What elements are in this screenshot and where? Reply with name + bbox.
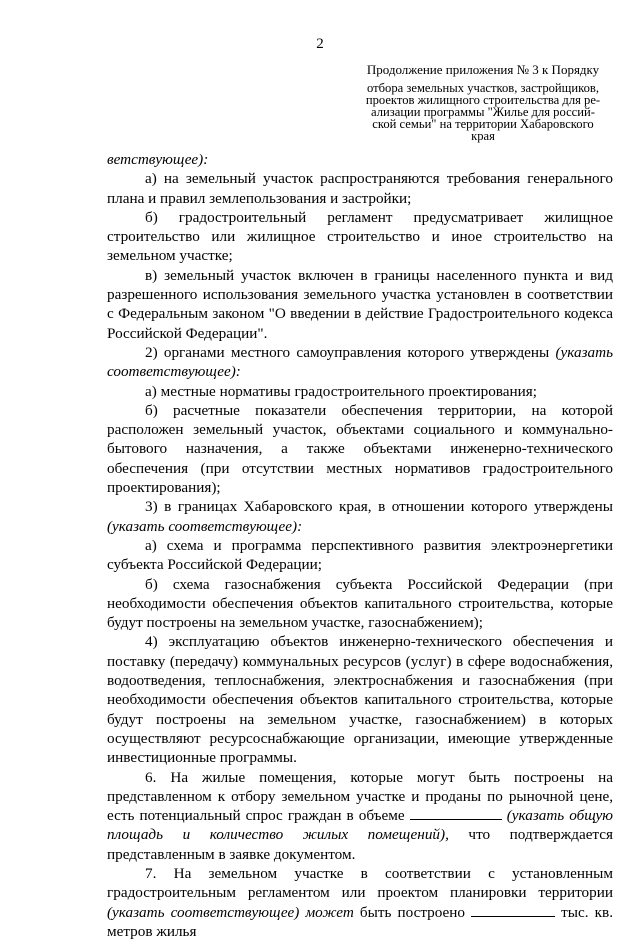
paragraph-text: 2) органами местного самоуправления которого утверждены [145,343,556,361]
paragraph-text: а) на земельный участок распространяются требования генерального плана и правил землепользования и застройки; [107,170,613,207]
paragraph [107,208,613,266]
paragraph-text: а) местные нормативы градостроительного проектирования; [145,382,537,400]
paragraph-text: 4) эксплуатацию объектов инженерно-технического обеспечения и поставку (передачу) коммунальных ресурсов (услуг) в сфере водоснабжения, водоотведения, теплоснабжения, электроснабжения и газоснабжения (при необходимости обеспечения объектов капитального строительства, которые будут построены на земельном участке, газоснабжением) в которых осуществляют ресурсоснабжающие организации, имеющие утвержденные инвестиционные программы. [107,633,613,767]
appendix-header [352,64,614,142]
appendix-header-line: края [471,129,495,143]
paragraph-text: б) расчетные показатели обеспечения территории, на которой расположен земельный участок, объектами социального и коммунально-бытового назначения, а также объектами инженерно-технического обеспечения (при отсутствии местных нормативов градостроительного проектирования); [107,401,613,497]
paragraph-text: а) схема и программа перспективного развития электроэнергетики субъекта Российской Федерации; [107,536,613,574]
paragraph [107,150,613,169]
paragraph-text: б) градостроительный регламент предусматривает жилищное строительство или жилищное строительство и иное строительство на земельном участке; [107,208,613,265]
paragraph-text: в) земельный участок включен в границы населенного пункта и вид разрешенного использования земельного участка установлен в соответствии с Федеральным законом "О введении в действие Градостроительного кодекса Российской Федерации". [107,266,613,342]
paragraph-text: 6. На жилые помещения, которые могут быть построены на представленном к отбору земельном участке и проданы по рыночной цене, есть потенциальный спрос граждан в объеме [107,768,613,825]
paragraph [107,497,613,536]
paragraph [107,536,613,575]
paragraph-text: тыс. кв. метров жилья [107,903,613,940]
paragraph [107,382,613,401]
fill-in-blank [471,904,555,917]
paragraph [107,266,613,343]
paragraph [107,575,613,633]
paragraph-text: что подтверждается представленным в заявке документом. [107,826,613,863]
italic-instruction-text: (указать соответствующее): [107,517,303,535]
appendix-header-line: ализации программы "Жилье для россий- [371,105,595,119]
italic-instruction-text: (указать соответствующее) может [107,903,354,921]
appendix-header-line: проектов жилищного строительства для ре- [365,93,601,107]
paragraph-text: б) схема газоснабжения субъекта Российской Федерации (при необходимости обеспечения объектов капитального строительства, которые будут построены на земельном участке, газоснабжением); [107,575,613,632]
paragraph [107,401,613,497]
paragraph [107,864,613,941]
paragraph [107,343,613,382]
appendix-header-line: ской семьи" на территории Хабаровского [372,117,594,131]
paragraph-text: быть построено [353,903,472,921]
italic-instruction-text: (указать соответствующее): [107,343,613,381]
paragraph-text: 3) в границах Хабаровского края, в отношении которого утверждены [145,498,613,516]
appendix-header-title: Продолжение приложения № 3 к Порядку [366,62,600,77]
appendix-header-line: отбора земельных участков, застройщиков, [367,81,599,95]
italic-instruction-text: (указать общую площадь и количество жилых помещений), [107,807,614,844]
paragraph [107,632,613,767]
paragraph [107,169,613,208]
document-body [107,150,613,941]
paragraph-text: 7. На земельном участке в соответствии с установленным градостроительным регламентом или проектом планировки территории [107,864,613,902]
paragraph [107,768,613,864]
italic-instruction-text: ветствующее): [107,151,209,168]
page-number: 2 [316,36,324,52]
fill-in-blank [410,807,502,820]
